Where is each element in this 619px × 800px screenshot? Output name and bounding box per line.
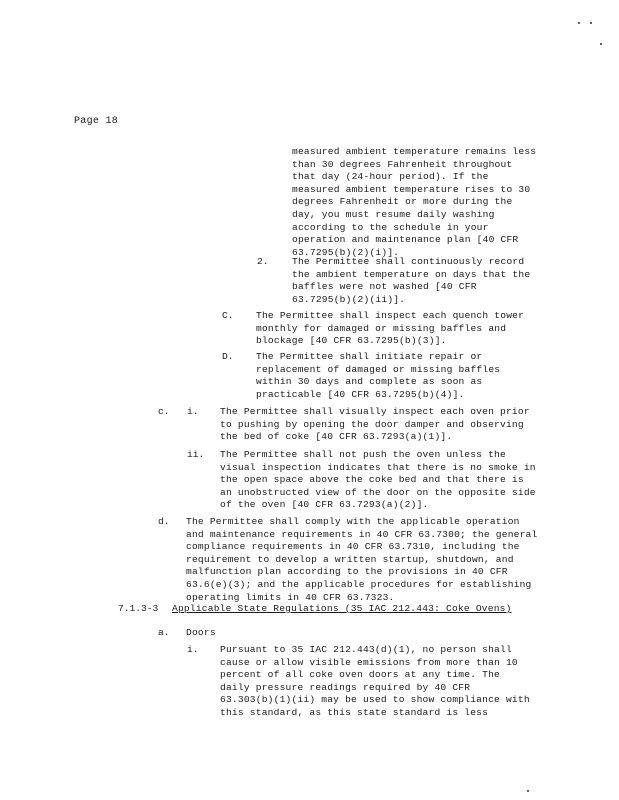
text-line: 63.7295(b)(2)(ii)]. bbox=[292, 293, 406, 305]
text-line: the open space above the coke bed and that there is bbox=[220, 474, 524, 486]
text-line: blockage [40 CFR 63.7295(b)(3)]. bbox=[256, 335, 447, 347]
text-line: and maintenance requirements in 40 CFR 63.7300; the general bbox=[186, 528, 538, 540]
paragraph-item-c-ii bbox=[220, 449, 536, 512]
text-line: practicable [40 CFR 63.7295(b)(4)]. bbox=[256, 388, 465, 400]
text-line: to pushing by opening the door damper and observing bbox=[220, 418, 524, 430]
text-line: measured ambient temperature rises to 30 bbox=[292, 183, 531, 195]
text-line: The Permittee shall inspect each quench tower bbox=[256, 310, 525, 321]
text-line: within 30 days and complete as soon as bbox=[256, 376, 483, 388]
scan-speck bbox=[527, 790, 529, 792]
item-marker-c: c. bbox=[158, 406, 170, 417]
text-line: compliance requirements in 40 CFR 63.7310, including the bbox=[186, 541, 520, 553]
text-line: an unobstructed view of the door on the opposite side bbox=[220, 486, 536, 498]
paragraph-item-d-upper bbox=[256, 351, 500, 401]
text-line: than 30 degrees Fahrenheit throughout bbox=[292, 158, 513, 170]
text-line: the bed of coke [40 CFR 63.7293(a)(1)]. bbox=[220, 431, 453, 443]
scan-speck bbox=[600, 43, 602, 45]
item-marker-2: 2. bbox=[257, 256, 269, 267]
text-line: monthly for damaged or missing baffles and bbox=[256, 322, 507, 334]
text-line: of the oven [40 CFR 63.7293(a)(2)]. bbox=[220, 499, 429, 511]
paragraph-item-a-i bbox=[220, 644, 530, 720]
item-marker-c-ii: ii. bbox=[187, 449, 205, 460]
text-line: The Permittee shall initiate repair or bbox=[256, 351, 483, 362]
text-line: cause or allow visible emissions from more than 10 bbox=[220, 656, 518, 668]
page-label: Page 18 bbox=[74, 116, 119, 127]
text-line: baffles were not washed [40 CFR bbox=[292, 281, 477, 293]
text-line: degrees Fahrenheit or more during the bbox=[292, 196, 513, 208]
scan-speck bbox=[590, 22, 592, 24]
continuation-paragraph bbox=[292, 146, 536, 259]
item-marker-c-upper: C. bbox=[222, 310, 234, 321]
text-line: 63.7295(b)(2)(i)]. bbox=[292, 246, 400, 258]
text-line: operation and maintenance plan [40 CFR bbox=[292, 234, 519, 246]
item-marker-d: d. bbox=[158, 516, 170, 527]
text-line: that day (24-hour period). If the bbox=[292, 171, 489, 183]
scan-speck bbox=[578, 22, 580, 24]
text-line: Pursuant to 35 IAC 212.443(d)(1), no person shall bbox=[220, 644, 512, 655]
subheading-doors bbox=[186, 627, 216, 640]
text-line: Doors bbox=[186, 627, 216, 638]
item-marker-a: a. bbox=[158, 627, 170, 638]
text-line: visual inspection indicates that there is no smoke in bbox=[220, 461, 536, 473]
paragraph-item-c-i bbox=[220, 406, 530, 444]
paragraph-item-2 bbox=[292, 256, 530, 306]
text-line: The Permittee shall not push the oven unless the bbox=[220, 449, 506, 460]
text-line: 63.6(e)(3); and the applicable procedures for establishing bbox=[186, 578, 532, 590]
item-marker-d-upper: D. bbox=[222, 351, 234, 362]
paragraph-item-d bbox=[186, 516, 537, 604]
text-line: measured ambient temperature remains less bbox=[292, 146, 537, 157]
text-line: The Permittee shall continuously record bbox=[292, 256, 525, 267]
section-number: 7.1.3-3 bbox=[118, 603, 159, 614]
paragraph-item-c-upper bbox=[256, 310, 524, 348]
text-line: the ambient temperature on days that the bbox=[292, 268, 531, 280]
text-line: The Permittee shall visually inspect each oven prior bbox=[220, 406, 530, 417]
text-line: 63.303(b)(1)(ii) may be used to show compliance with bbox=[220, 694, 530, 706]
text-line: malfunction plan according to the provisions in 40 CFR bbox=[186, 566, 508, 578]
text-line: replacement of damaged or missing baffles bbox=[256, 363, 501, 375]
section-heading bbox=[172, 603, 512, 616]
item-marker-c-i: i. bbox=[187, 406, 199, 417]
text-line: operating limits in 40 CFR 63.7323. bbox=[186, 591, 395, 603]
text-line: daily pressure readings required by 40 CFR bbox=[220, 681, 471, 693]
item-marker-a-i: i. bbox=[187, 644, 199, 655]
text-line: The Permittee shall comply with the applicable operation bbox=[186, 516, 520, 527]
text-line: Applicable State Regulations (35 IAC 212.443: Coke Ovens) bbox=[172, 603, 512, 614]
text-line: requirement to develop a written startup, shutdown, and bbox=[186, 553, 514, 565]
text-line: according to the schedule in your bbox=[292, 221, 489, 233]
text-line: day, you must resume daily washing bbox=[292, 208, 495, 220]
text-line: percent of all coke oven doors at any time. The bbox=[220, 669, 500, 681]
text-line: this standard, as this state standard is less bbox=[220, 706, 489, 718]
